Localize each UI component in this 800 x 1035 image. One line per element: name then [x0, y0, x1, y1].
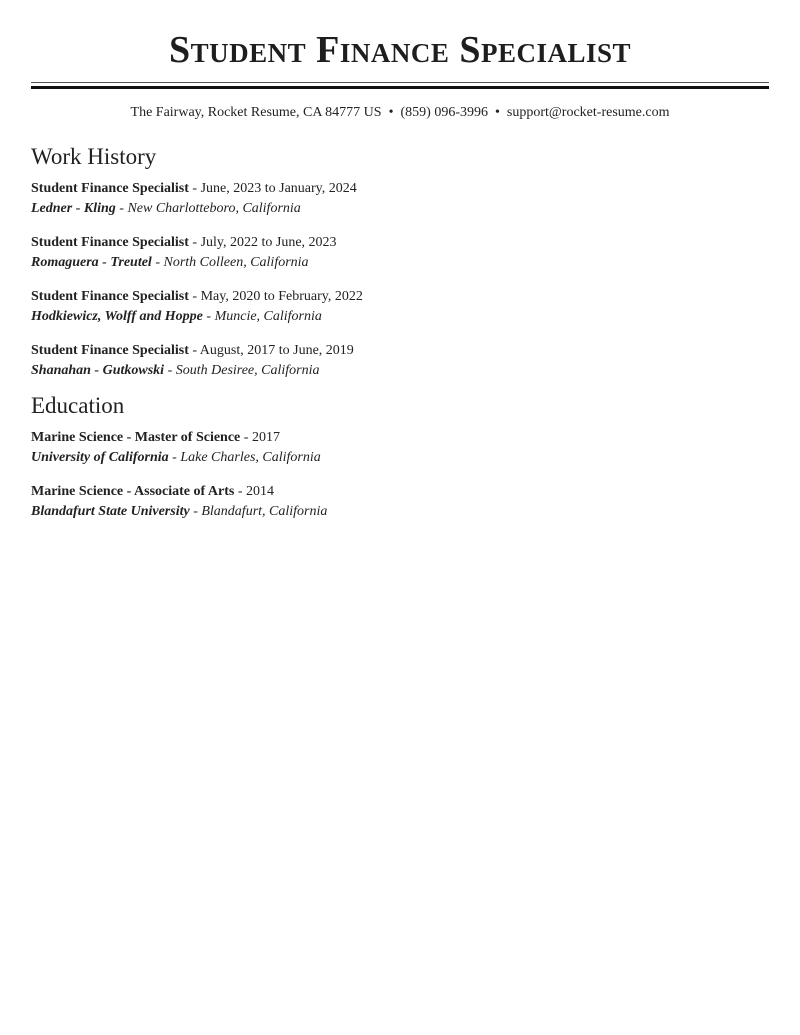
dash: - [188, 235, 201, 250]
section-title-education: Education [31, 393, 125, 418]
bullet-separator-icon: • [495, 105, 500, 120]
degree: Marine Science - Associate of Arts [31, 484, 235, 499]
job-dates: May, 2020 to February, 2022 [200, 289, 363, 304]
job-location: New Charlotteboro, California [127, 201, 301, 216]
job-location: North Colleen, California [163, 255, 309, 270]
section-title-work-history: Work History [31, 144, 157, 169]
dash: - [234, 484, 247, 499]
job-dates: July, 2022 to June, 2023 [200, 235, 337, 250]
contact-line [31, 104, 769, 122]
work-entry [31, 287, 363, 327]
dash: - [189, 504, 202, 519]
job-role: Student Finance Specialist [31, 289, 189, 304]
job-company: Shanahan - Gutkowski [31, 363, 165, 378]
education-entry [31, 428, 321, 468]
work-entry [31, 179, 357, 219]
bullet-separator-icon: • [388, 105, 394, 120]
contact-phone: (859) 096-3996 [400, 105, 488, 120]
school-name: University of California [31, 450, 169, 465]
dash: - [202, 309, 215, 324]
job-company: Hodkiewicz, Wolff and Hoppe [31, 309, 203, 324]
dash: - [188, 289, 201, 304]
dash: - [115, 201, 128, 216]
dash: - [164, 363, 176, 378]
job-company: Ledner - Kling [31, 201, 116, 216]
work-entry [31, 233, 337, 273]
rule-thick-line [31, 86, 769, 89]
graduation-year: 2014 [246, 484, 275, 499]
dash: - [240, 430, 252, 445]
dash: - [168, 450, 181, 465]
job-role: Student Finance Specialist [31, 181, 189, 196]
job-location: Muncie, California [214, 309, 322, 324]
job-location: South Desiree, California [175, 363, 320, 378]
contact-email[interactable]: support@rocket-resume.com [506, 105, 670, 120]
rule-thin-line [31, 82, 769, 83]
job-dates: August, 2017 to June, 2019 [199, 343, 354, 358]
job-company: Romaguera - Treutel [31, 255, 152, 270]
resume-title: Student Finance Specialist [168, 29, 632, 71]
header-double-rule [31, 82, 769, 88]
contact-address: The Fairway, Rocket Resume, CA 84777 US [130, 105, 382, 120]
dash: - [151, 255, 164, 270]
graduation-year: 2017 [251, 430, 280, 445]
work-entry [31, 341, 354, 381]
job-role: Student Finance Specialist [31, 343, 189, 358]
school-name: Blandafurt State University [31, 504, 190, 519]
job-dates: June, 2023 to January, 2024 [200, 181, 357, 196]
education-entry [31, 482, 327, 522]
degree: Marine Science - Master of Science [31, 430, 241, 445]
dash: - [188, 343, 200, 358]
school-location: Lake Charles, California [180, 450, 321, 465]
job-role: Student Finance Specialist [31, 235, 189, 250]
school-location: Blandafurt, California [201, 504, 328, 519]
dash: - [188, 181, 201, 196]
